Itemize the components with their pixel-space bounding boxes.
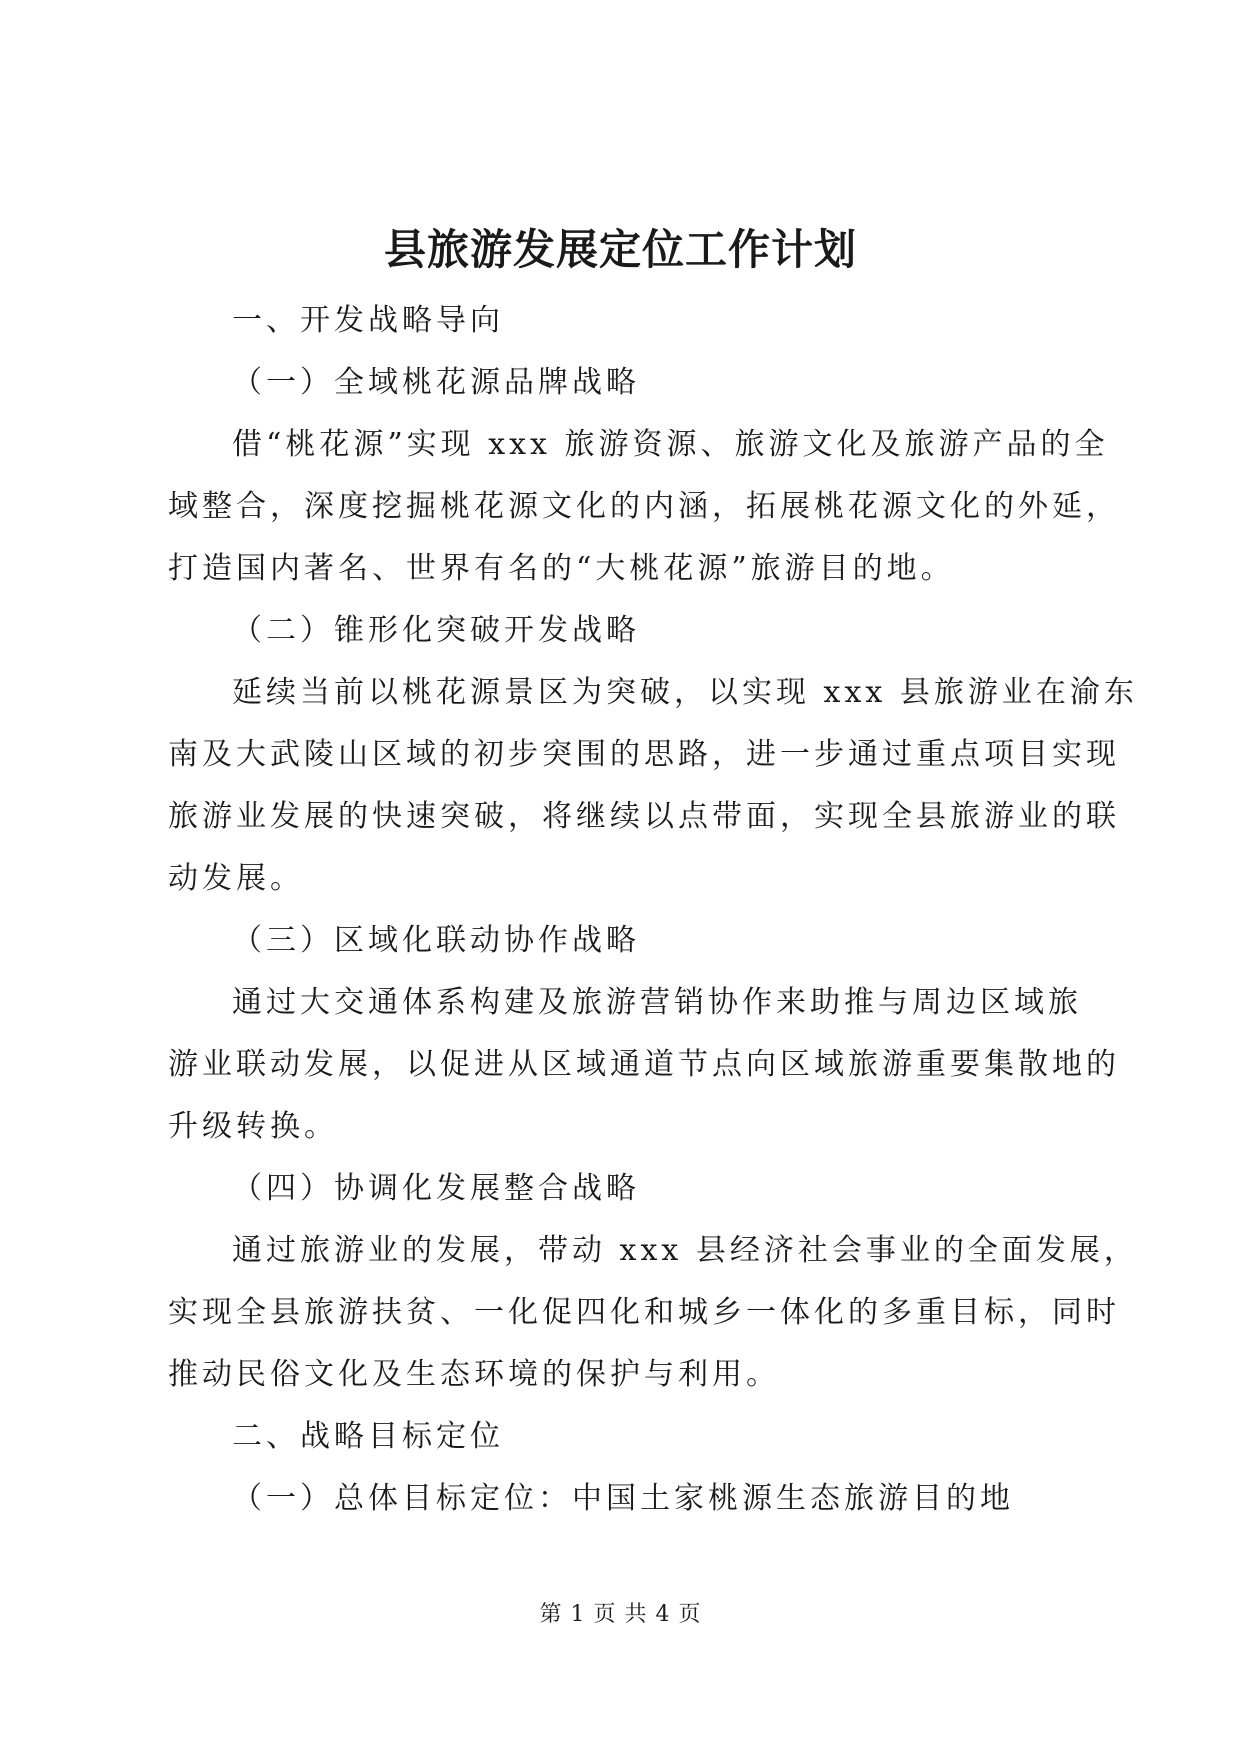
- subsection-heading: （四）协调化发展整合战略: [232, 1171, 640, 1206]
- paragraph-line: 通过旅游业的发展，带动 xxx 县经济社会事业的全面发展，: [232, 1233, 1138, 1268]
- subsection-heading: （三）区域化联动协作战略: [232, 923, 640, 958]
- paragraph-line: 推动民俗文化及生态环境的保护与利用。: [168, 1357, 780, 1392]
- paragraph-line: 打造国内著名、世界有名的“大桃花源”旅游目的地。: [168, 551, 955, 586]
- subsection-heading: （一）总体目标定位：中国土家桃源生态旅游目的地: [232, 1481, 1014, 1516]
- paragraph-line: 旅游业发展的快速突破，将继续以点带面，实现全县旅游业的联: [168, 799, 1120, 834]
- subsection-heading: （二）锥形化突破开发战略: [232, 613, 640, 648]
- paragraph-line: 南及大武陵山区域的初步突围的思路，进一步通过重点项目实现: [168, 737, 1120, 772]
- document-body: [168, 290, 1138, 1530]
- paragraph-line: 域整合，深度挖掘桃花源文化的内涵，拓展桃花源文化的外延，: [168, 489, 1120, 524]
- page-footer: 第 1 页 共 4 页: [539, 1602, 702, 1627]
- paragraph-line: 借“桃花源”实现 xxx 旅游资源、旅游文化及旅游产品的全: [232, 427, 1109, 462]
- paragraph-line: 升级转换。: [168, 1109, 338, 1144]
- paragraph-line: 延续当前以桃花源景区为突破，以实现 xxx 县旅游业在渝东: [232, 675, 1138, 710]
- paragraph-line: 通过大交通体系构建及旅游营销协作来助推与周边区域旅: [232, 985, 1082, 1020]
- section-heading: 二、战略目标定位: [232, 1419, 504, 1454]
- paragraph-line: 实现全县旅游扶贫、一化促四化和城乡一体化的多重目标，同时: [168, 1295, 1120, 1330]
- paragraph-line: 游业联动发展，以促进从区域通道节点向区域旅游重要集散地的: [168, 1047, 1120, 1082]
- section-heading: 一、开发战略导向: [232, 303, 504, 338]
- subsection-heading: （一）全域桃花源品牌战略: [232, 365, 640, 400]
- paragraph-line: 动发展。: [168, 861, 304, 896]
- document-title: 县旅游发展定位工作计划: [383, 225, 857, 274]
